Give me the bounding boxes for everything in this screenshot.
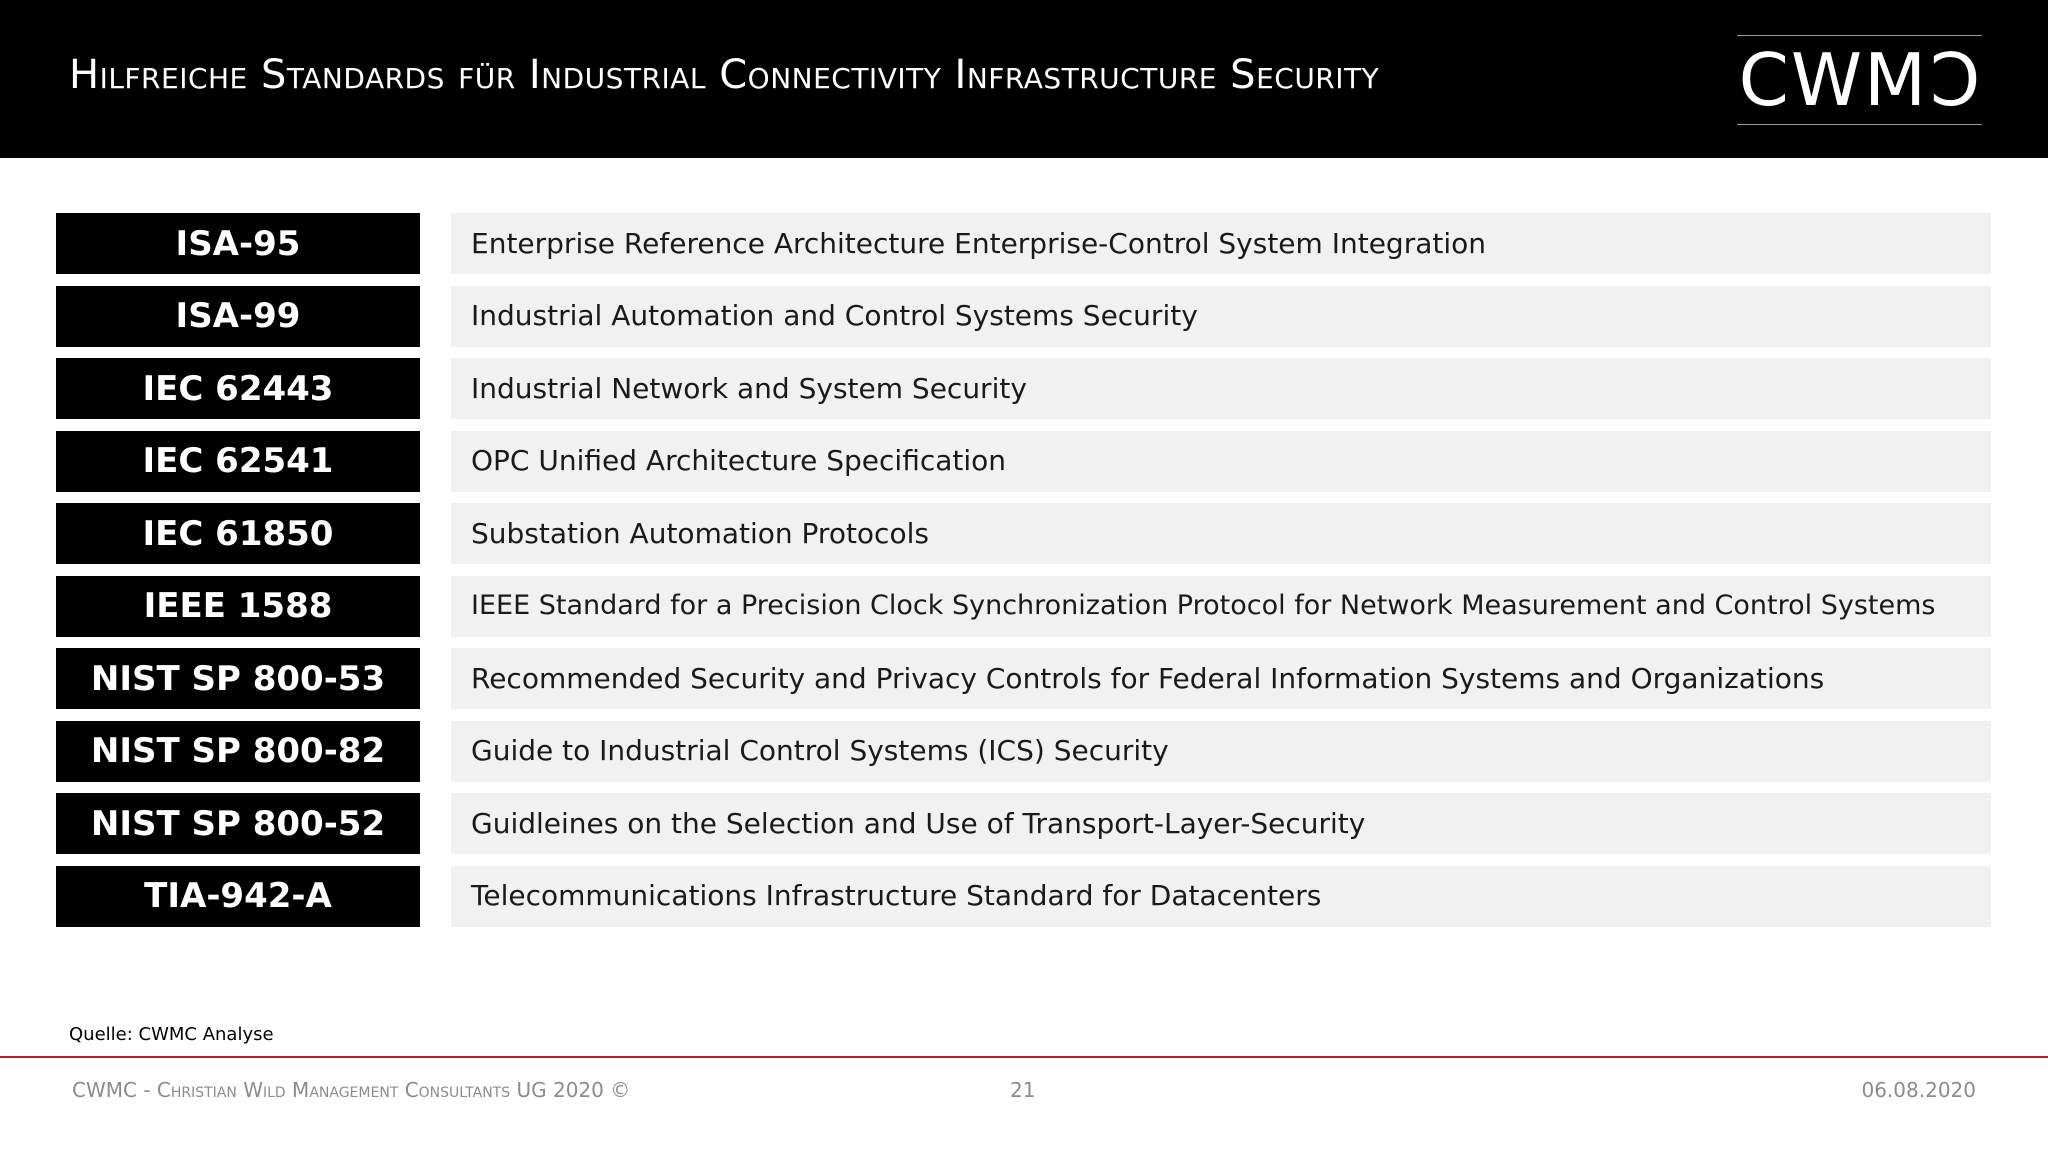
standard-row-iec-62541: [56, 431, 1991, 492]
standard-description: Industrial Network and System Security: [451, 358, 1991, 419]
standard-row-nist-sp-800-82: [56, 721, 1991, 782]
standard-row-ieee-1588: [56, 576, 1991, 637]
standard-row-iec-61850: [56, 503, 1991, 564]
logo-text-mirrored-c: C: [1928, 38, 1981, 122]
standard-code: NIST SP 800-82: [56, 721, 420, 782]
standard-row-tia-942-a: [56, 866, 1991, 927]
standard-row-isa-99: [56, 286, 1991, 347]
standard-description: Industrial Automation and Control Systems Security: [451, 286, 1991, 347]
footer-date: 06.08.2020: [1861, 1078, 1976, 1102]
source-note: Quelle: CWMC Analyse: [69, 1024, 274, 1045]
standard-row-nist-sp-800-53: [56, 648, 1991, 709]
standard-description: Guidleines on the Selection and Use of Transport-Layer-Security: [451, 793, 1991, 854]
footer-company: CWMC - Christian Wild Management Consultants UG 2020 ©: [72, 1078, 631, 1102]
standard-code: IEC 61850: [56, 503, 420, 564]
slide-title: Hilfreiche Standards für Industrial Connectivity Infrastructure Security: [69, 52, 1380, 98]
standard-code: IEEE 1588: [56, 576, 420, 637]
standard-code: NIST SP 800-53: [56, 648, 420, 709]
standard-description: Substation Automation Protocols: [451, 503, 1991, 564]
standard-row-isa-95: [56, 213, 1991, 274]
standard-row-nist-sp-800-52: [56, 793, 1991, 854]
footer-divider: [0, 1056, 2048, 1058]
standard-code: ISA-99: [56, 286, 420, 347]
standard-description: Recommended Security and Privacy Controls for Federal Information Systems and Organizations: [451, 648, 1991, 709]
standard-description: Guide to Industrial Control Systems (ICS) Security: [451, 721, 1991, 782]
standard-code: IEC 62541: [56, 431, 420, 492]
standard-code: TIA-942-A: [56, 866, 420, 927]
standard-code: IEC 62443: [56, 358, 420, 419]
standard-description: IEEE Standard for a Precision Clock Synchronization Protocol for Network Measurement and Control Systems: [451, 576, 1991, 637]
standard-description: OPC Unified Architecture Specification: [451, 431, 1991, 492]
logo-text-left: CWM: [1738, 38, 1929, 122]
slide-header: [0, 0, 2048, 158]
standard-description: Telecommunications Infrastructure Standard for Datacenters: [451, 866, 1991, 927]
logo-wordmark: [1738, 38, 1981, 122]
standard-row-iec-62443: [56, 358, 1991, 419]
page-number: 21: [1010, 1078, 1036, 1102]
cwmc-logo: [1737, 35, 1982, 125]
standard-description: Enterprise Reference Architecture Enterprise-Control System Integration: [451, 213, 1991, 274]
standard-code: NIST SP 800-52: [56, 793, 420, 854]
standard-code: ISA-95: [56, 213, 420, 274]
